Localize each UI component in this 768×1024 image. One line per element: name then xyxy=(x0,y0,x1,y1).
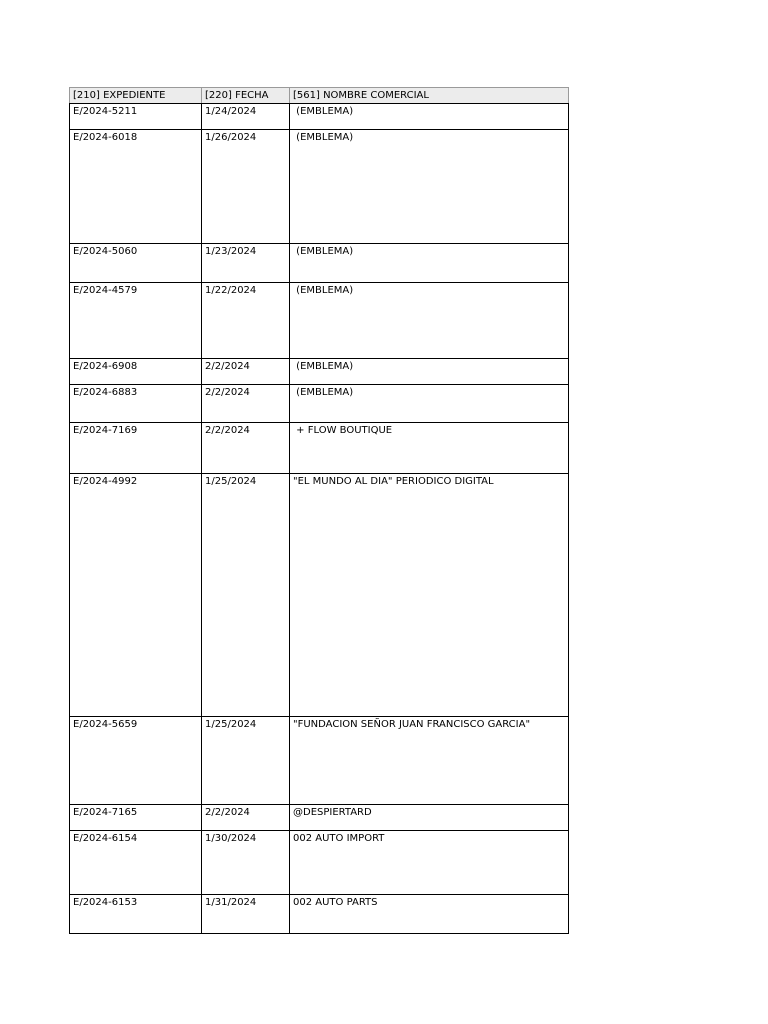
cell-expediente: E/2024-5659 xyxy=(70,717,202,805)
cell-fecha: 1/30/2024 xyxy=(202,831,290,895)
cell-expediente: E/2024-7165 xyxy=(70,805,202,831)
cell-expediente: E/2024-4579 xyxy=(70,283,202,359)
cell-fecha: 2/2/2024 xyxy=(202,385,290,423)
table-row xyxy=(70,423,569,474)
cell-expediente: E/2024-6154 xyxy=(70,831,202,895)
cell-nombre: (EMBLEMA) xyxy=(290,104,569,130)
cell-expediente: E/2024-6018 xyxy=(70,130,202,244)
header-row xyxy=(70,88,569,104)
cell-nombre: 002 AUTO PARTS xyxy=(290,895,569,934)
cell-expediente: E/2024-5211 xyxy=(70,104,202,130)
table-row xyxy=(70,717,569,805)
table-header xyxy=(70,88,569,104)
cell-nombre: @DESPIERTARD xyxy=(290,805,569,831)
trademark-table xyxy=(69,87,569,934)
table-row xyxy=(70,831,569,895)
cell-expediente: E/2024-6883 xyxy=(70,385,202,423)
table-body xyxy=(70,104,569,934)
cell-fecha: 2/2/2024 xyxy=(202,359,290,385)
cell-fecha: 1/26/2024 xyxy=(202,130,290,244)
cell-fecha: 1/25/2024 xyxy=(202,474,290,717)
cell-expediente: E/2024-7169 xyxy=(70,423,202,474)
cell-nombre: (EMBLEMA) xyxy=(290,130,569,244)
table-row xyxy=(70,895,569,934)
table-row xyxy=(70,130,569,244)
cell-fecha: 1/24/2024 xyxy=(202,104,290,130)
cell-fecha: 1/25/2024 xyxy=(202,717,290,805)
cell-fecha: 1/31/2024 xyxy=(202,895,290,934)
header-expediente: [210] EXPEDIENTE xyxy=(70,88,202,104)
table-row xyxy=(70,359,569,385)
cell-nombre: 002 AUTO IMPORT xyxy=(290,831,569,895)
cell-nombre: "EL MUNDO AL DIA" PERIODICO DIGITAL xyxy=(290,474,569,717)
cell-expediente: E/2024-6908 xyxy=(70,359,202,385)
cell-nombre: (EMBLEMA) xyxy=(290,359,569,385)
table-row xyxy=(70,104,569,130)
table-row xyxy=(70,474,569,717)
cell-nombre: (EMBLEMA) xyxy=(290,283,569,359)
header-fecha: [220] FECHA xyxy=(202,88,290,104)
cell-expediente: E/2024-6153 xyxy=(70,895,202,934)
table-row xyxy=(70,385,569,423)
cell-nombre: "FUNDACION SEÑOR JUAN FRANCISCO GARCIA" xyxy=(290,717,569,805)
cell-fecha: 1/22/2024 xyxy=(202,283,290,359)
cell-fecha: 1/23/2024 xyxy=(202,244,290,283)
cell-nombre: + FLOW BOUTIQUE xyxy=(290,423,569,474)
cell-fecha: 2/2/2024 xyxy=(202,423,290,474)
table-row xyxy=(70,244,569,283)
cell-expediente: E/2024-5060 xyxy=(70,244,202,283)
cell-fecha: 2/2/2024 xyxy=(202,805,290,831)
cell-expediente: E/2024-4992 xyxy=(70,474,202,717)
table-row xyxy=(70,805,569,831)
table-row xyxy=(70,283,569,359)
cell-nombre: (EMBLEMA) xyxy=(290,385,569,423)
header-nombre-comercial: [561] NOMBRE COMERCIAL xyxy=(290,88,569,104)
cell-nombre: (EMBLEMA) xyxy=(290,244,569,283)
